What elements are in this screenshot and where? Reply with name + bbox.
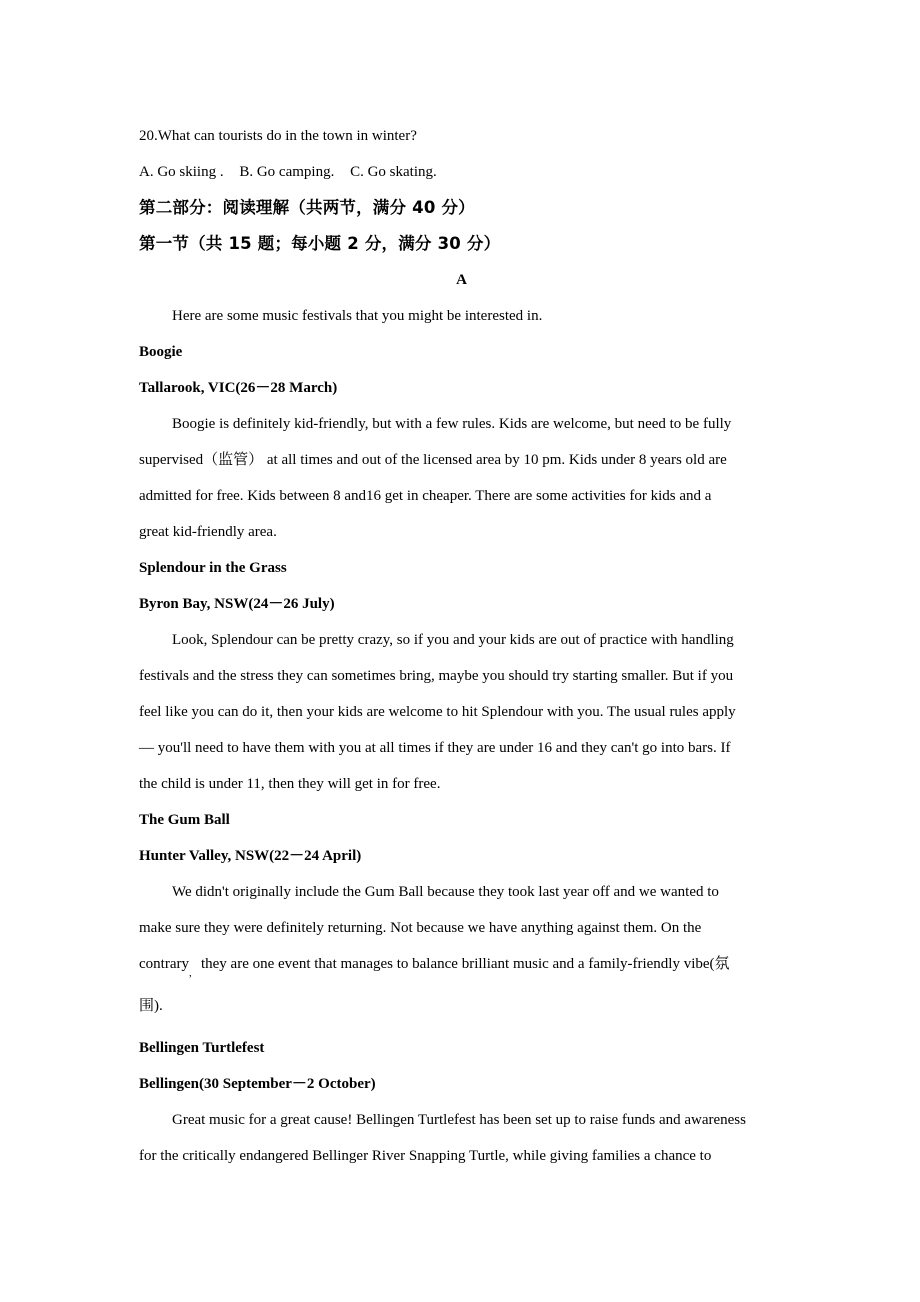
festival-text-line: — you'll need to have them with you at all times if they are under 16 and they can't go into bars. If bbox=[139, 740, 731, 756]
question-20-text: 20.What can tourists do in the town in winter? bbox=[139, 128, 417, 144]
festival-text-line: make sure they were definitely returning. Not because we have anything against them. On the bbox=[139, 920, 702, 936]
festival-text-line: Great music for a great cause! Bellingen Turtlefest has been set up to raise funds and awareness bbox=[172, 1112, 746, 1128]
festival-text-line: Boogie is definitely kid-friendly, but with a few rules. Kids are welcome, but need to be fully bbox=[172, 416, 732, 432]
festival-name-gum-ball: The Gum Ball bbox=[139, 812, 230, 828]
festival-text-line: feel like you can do it, then your kids are welcome to hit Splendour with you. The usual rules apply bbox=[139, 704, 736, 720]
festival-name-splendour: Splendour in the Grass bbox=[139, 560, 287, 576]
festival-location-splendour: Byron Bay, NSW(24－26 July) bbox=[139, 596, 335, 612]
part-two-heading: 第二部分：阅读理解（共两节，满分 40 分） bbox=[139, 198, 475, 217]
festival-text-line: We didn't originally include the Gum Ball because they took last year off and we wanted to bbox=[172, 884, 719, 900]
text-fragment: they are one event that manages to balance brilliant music and a family-friendly vibe(氛 bbox=[200, 956, 730, 972]
passage-letter: A bbox=[456, 272, 467, 288]
section-one-heading: 第一节（共 15 题；每小题 2 分，满分 30 分） bbox=[139, 234, 501, 253]
option-c: C. Go skating. bbox=[350, 164, 437, 180]
festival-location-gum-ball: Hunter Valley, NSW(22－24 April) bbox=[139, 848, 362, 864]
festival-name-boogie: Boogie bbox=[139, 344, 183, 360]
festival-text-line: 围). bbox=[139, 998, 163, 1014]
option-a: A. Go skiing . bbox=[139, 164, 224, 180]
lowered-comma: , bbox=[188, 967, 192, 979]
text-fragment: contrary bbox=[139, 956, 189, 972]
festival-text-line: admitted for free. Kids between 8 and16 get in cheaper. There are some activities for kids and a bbox=[139, 488, 712, 504]
festival-name-turtlefest: Bellingen Turtlefest bbox=[139, 1040, 265, 1056]
option-b: B. Go camping. bbox=[239, 164, 335, 180]
festival-text-line: for the critically endangered Bellinger River Snapping Turtle, while giving families a chance to bbox=[139, 1148, 712, 1164]
festival-text-line bbox=[139, 946, 784, 982]
festival-text-line: the child is under 11, then they will get in for free. bbox=[139, 776, 441, 792]
festival-text-line: supervised（监管） at all times and out of the licensed area by 10 pm. Kids under 8 years old are bbox=[139, 452, 727, 468]
festival-text-line: festivals and the stress they can sometimes bring, maybe you should try starting smaller. But if you bbox=[139, 668, 734, 684]
festival-text-line: great kid-friendly area. bbox=[139, 524, 277, 540]
question-20-options bbox=[139, 154, 784, 190]
document-page bbox=[139, 118, 784, 1174]
festival-location-turtlefest: Bellingen(30 September－2 October) bbox=[139, 1076, 376, 1092]
festival-text-line: Look, Splendour can be pretty crazy, so if you and your kids are out of practice with handling bbox=[172, 632, 734, 648]
festival-location-boogie: Tallarook, VIC(26－28 March) bbox=[139, 380, 338, 396]
passage-intro: Here are some music festivals that you might be interested in. bbox=[172, 308, 543, 324]
